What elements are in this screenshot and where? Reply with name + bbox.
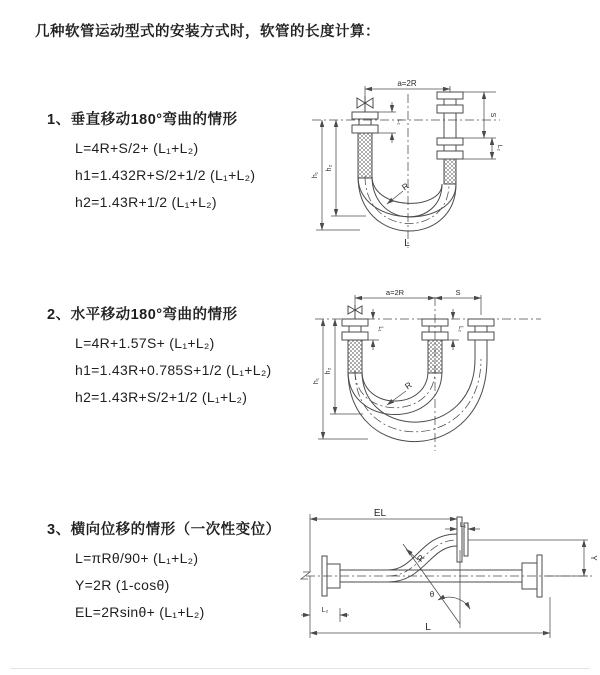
section-3-title: 3、横向位移的情形（一次性变位）	[47, 522, 281, 538]
section-3	[47, 518, 281, 631]
section-1	[47, 108, 255, 221]
dim-label-h2: h₂	[325, 367, 332, 375]
page-bottom-edge	[10, 668, 590, 669]
right-pipe-flanges	[437, 92, 463, 184]
diagram-vertical-180-bend	[308, 70, 600, 254]
dim-label-l2: L₂	[457, 326, 463, 332]
section-1-formula-h1: h1=1.432R+S/2+1/2 (L₁+L₂)	[75, 167, 256, 183]
dimension-l2	[301, 607, 349, 622]
dim-label-theta: θ	[429, 590, 435, 599]
dimension-a2r	[355, 288, 481, 315]
dimension-l2	[448, 309, 463, 350]
centerlines	[312, 94, 500, 248]
right-pipe-flange	[468, 319, 494, 359]
dimension-l1	[445, 522, 480, 529]
section-1-formula-h2: h2=1.43R+1/2 (L₁+L₂)	[75, 194, 217, 210]
section-3-formula-L: L=πRθ/90+ (L₁+L₂)	[75, 550, 199, 566]
radius-callout	[387, 181, 411, 204]
dim-label-h1: h₁	[313, 377, 320, 385]
dim-label-s: S	[455, 288, 461, 297]
valve-icon	[348, 305, 362, 319]
dim-label-h2: h₂	[326, 164, 333, 172]
angle-construction	[403, 544, 470, 628]
dim-label-el: EL	[373, 508, 387, 519]
dimension-el	[310, 508, 457, 572]
dim-label-r: R	[399, 180, 411, 193]
dimension-l	[310, 576, 550, 638]
centerline-break-mark	[301, 572, 310, 579]
dim-label-h1: h₁	[312, 171, 319, 179]
section-2-formula-h1: h1=1.43R+0.785S+1/2 (L₁+L₂)	[75, 362, 272, 378]
dim-label-a2r: a=2R	[385, 288, 405, 297]
dimension-l1	[368, 309, 383, 350]
dim-label-l1: L₁	[396, 119, 403, 125]
dim-label-l: L	[404, 238, 410, 249]
section-3-formula-Y: Y=2R (1-cosθ)	[75, 577, 170, 593]
left-pipe-flange	[342, 319, 368, 373]
dim-label-l2: L₂	[321, 607, 329, 614]
diagram-horizontal-180-bend	[313, 281, 600, 463]
dimension-y	[468, 540, 598, 576]
hose-u-bend-position2	[348, 359, 487, 442]
section-1-formula-L: L=4R+S/2+ (L₁+L₂)	[75, 140, 199, 156]
dim-label-l: L	[425, 622, 431, 633]
dimension-h1	[313, 319, 368, 439]
page-title: 几种软管运动型式的安装方式时，软管的长度计算：	[35, 24, 380, 40]
dim-label-l1: L₁	[459, 522, 467, 529]
dim-label-a2r: a=2R	[397, 79, 417, 88]
dim-label-r: R	[402, 379, 414, 392]
dim-label-l2: L₂	[496, 144, 503, 152]
dimension-s	[435, 288, 481, 298]
section-2-title: 2、水平移动180°弯曲的情形	[47, 307, 238, 323]
section-2-formula-h2: h2=1.43R+S/2+1/2 (L₁+L₂)	[75, 389, 248, 405]
section-3-formula-EL: EL=2Rsinθ+ (L₁+L₂)	[75, 604, 205, 620]
dim-label-s: S	[489, 112, 496, 118]
dimension-l2	[463, 138, 503, 159]
diagram-lateral-displacement	[300, 500, 598, 652]
dimension-l1	[378, 102, 403, 143]
dim-label-l1: L₁	[377, 326, 383, 332]
valve-icon	[357, 96, 373, 112]
dimension-s	[463, 92, 496, 138]
section-1-title: 1、垂直移动180°弯曲的情形	[47, 112, 238, 128]
section-2-formula-L: L=4R+1.57S+ (L₁+L₂)	[75, 335, 215, 351]
left-pipe-flange	[352, 112, 378, 178]
dim-label-y: Y	[589, 555, 598, 561]
section-2	[47, 303, 272, 416]
centerline	[301, 572, 592, 579]
dim-label-r: R	[414, 552, 427, 564]
